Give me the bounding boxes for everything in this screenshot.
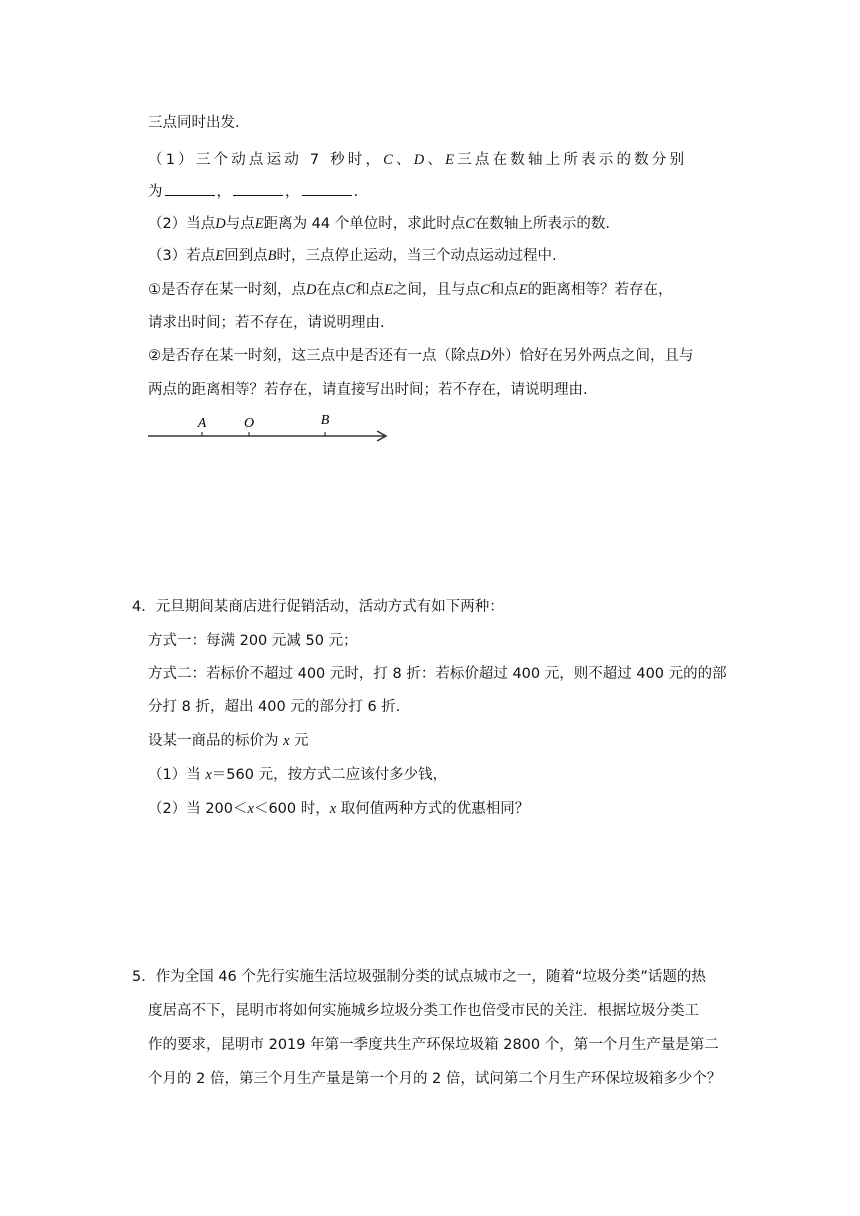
problem4-method2-line2: 分打 8 折，超出 400 元的部分打 6 折. <box>148 699 401 715</box>
problem3-q3-part2-line1: ②是否存在某一时刻，这三点中是否还有一点（除点D外）恰好在另外两点之间，且与 <box>148 348 694 364</box>
problem5-line1: 5．作为全国 46 个先行实施生活垃圾强制分类的试点城市之一，随着“垃圾分类”话题的热 <box>132 969 706 985</box>
problem3-q2: （2）当点D与点E距离为 44 个单位时，求此时点C在数轴上所表示的数. <box>148 216 611 232</box>
answer-blank-2 <box>233 181 283 196</box>
answer-blank-1 <box>165 181 215 196</box>
problem3-q3: （3）若点E回到点B时，三点停止运动，当三个动点运动过程中. <box>148 248 557 264</box>
problem5-line2: 度居高不下，昆明市将如何实施城乡垃圾分类工作也倍受市民的关注．根据垃圾分类工 <box>148 1003 699 1019</box>
problem3-q3-part1-line2: 请求出时间；若不存在，请说明理由. <box>148 315 385 331</box>
label-a: A <box>197 416 207 431</box>
problem4-title: 4．元旦期间某商店进行促销活动，活动方式有如下两种： <box>132 599 504 615</box>
problem4-q2: （2）当 200＜x＜600 时，x 取何值两种方式的优惠相同？ <box>148 801 530 817</box>
problem5-line3: 作的要求，昆明市 2019 年第一季度共生产环保垃圾箱 2800 个，第一个月生产量是第二 <box>148 1037 719 1053</box>
label-b: B <box>320 413 330 428</box>
answer-blank-3 <box>302 181 352 196</box>
problem3-q3-part2-line2: 两点的距离相等？若存在，请直接写出时间；若不存在，请说明理由. <box>148 382 588 398</box>
problem4-setup: 设某一商品的标价为 x 元 <box>148 733 309 749</box>
number-line-figure <box>145 410 395 450</box>
problem3-q1-line1: （1）三个动点运动 7 秒时，C、D、E三点在数轴上所表示的数分别 <box>148 152 688 168</box>
label-o: O <box>243 416 255 431</box>
problem4-q1: （1）当 x＝560 元，按方式二应该付多少钱， <box>148 767 448 783</box>
problem4-method2-line1: 方式二：若标价不超过 400 元时，打 8 折：若标价超过 400 元，则不超过 400 元的的部 <box>148 666 727 682</box>
problem4-method1: 方式一：每满 200 元减 50 元； <box>148 633 358 649</box>
problem3-q1-line2: 为 ， ， . <box>148 181 358 202</box>
problem5-line4: 个月的 2 倍，第三个月生产量是第一个月的 2 倍，试问第二个月生产环保垃圾箱多少个？ <box>148 1071 722 1087</box>
problem3-intro: 三点同时出发. <box>148 115 240 131</box>
problem3-q3-part1-line1: ①是否存在某一时刻，点D在点C和点E之间，且与点C和点E的距离相等？若存在， <box>148 282 673 298</box>
